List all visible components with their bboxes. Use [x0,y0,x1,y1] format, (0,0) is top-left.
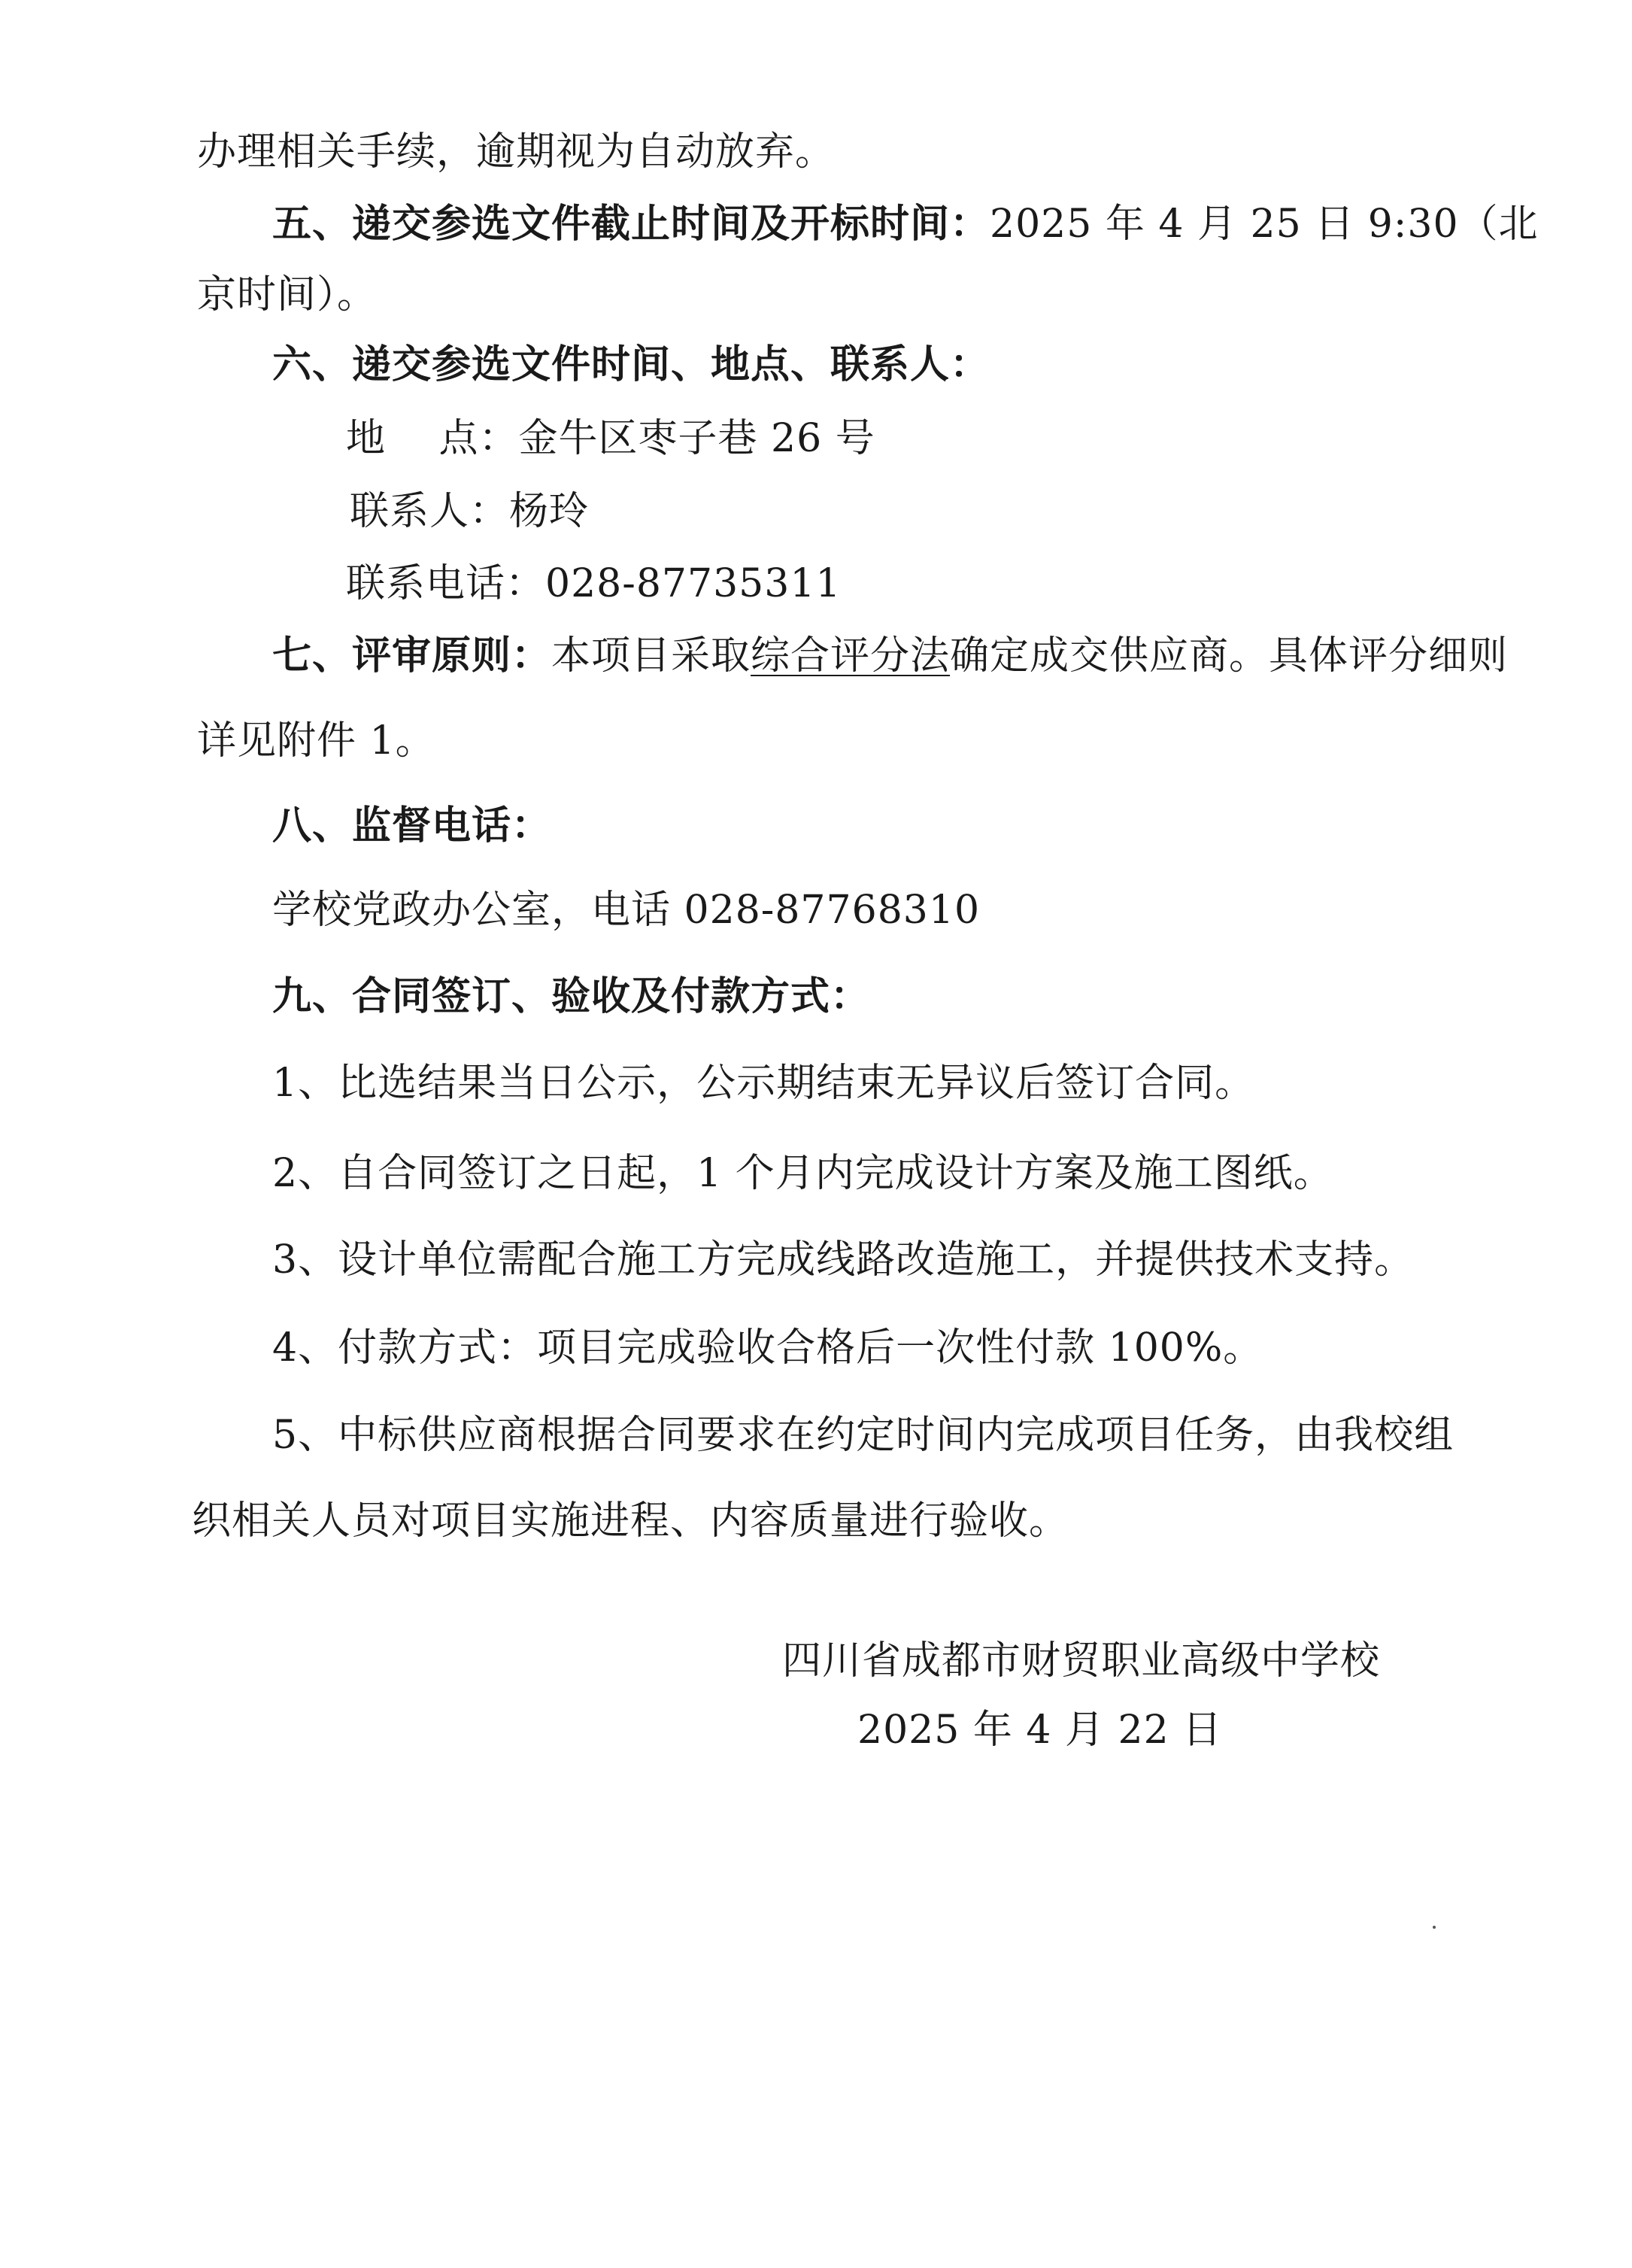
section-9-item-3: 3、设计单位需配合施工方完成线路改造施工，并提供技术支持。 [272,1237,1415,1283]
section-6-phone: 联系电话：028-87735311 [346,561,842,606]
section-7-heading: 七、评审原则： [272,633,552,679]
section-6-contact: 联系人：杨玲 [350,489,590,534]
section-5-value: 2025 年 4 月 25 日 9:30（北 [990,202,1539,247]
section-7-continuation: 详见附件 1。 [197,718,435,764]
section-8-text: 学校党政办公室，电话 028-87768310 [272,888,981,933]
section-9-heading: 九、合同签订、验收及付款方式： [272,974,871,1019]
section-7-text-b: 确定成交供应商。具体评分细则 [950,633,1509,679]
paragraph-continuation: 办理相关手续，逾期视为自动放弃。 [197,129,836,175]
section-6-heading: 六、递交参选文件时间、地点、联系人： [272,342,990,387]
section-5-value-continuation: 京时间）。 [197,272,378,317]
section-9-item-4: 4、付款方式：项目完成验收合格后一次性付款 100%。 [272,1325,1263,1371]
section-7-text-a: 本项目采取 [551,633,751,679]
signature-date: 2025 年 4 月 22 日 [857,1708,1223,1753]
signature-organization: 四川省成都市财贸职业高级中学校 [782,1638,1381,1684]
section-9-item-5: 5、中标供应商根据合同要求在约定时间内完成项目任务，由我校组 [272,1413,1455,1458]
section-5-heading: 五、递交参选文件截止时间及开标时间： [272,202,990,247]
section-7-line [272,633,1508,679]
section-8-heading: 八、监督电话： [272,803,552,849]
section-9-item-5-continuation: 织相关人员对项目实施进程、内容质量进行验收。 [192,1498,1069,1544]
section-9-item-2: 2、自合同签订之日起，1 个月内完成设计方案及施工图纸。 [272,1151,1333,1196]
section-6-location: 地 点：金牛区枣子巷 26 号 [346,416,875,461]
section-5-line [272,202,1539,247]
section-9-item-1: 1、比选结果当日公示，公示期结束无异议后签订合同。 [272,1061,1255,1106]
scan-speck [1433,1926,1436,1929]
section-7-method-underlined: 综合评分法 [751,633,951,679]
